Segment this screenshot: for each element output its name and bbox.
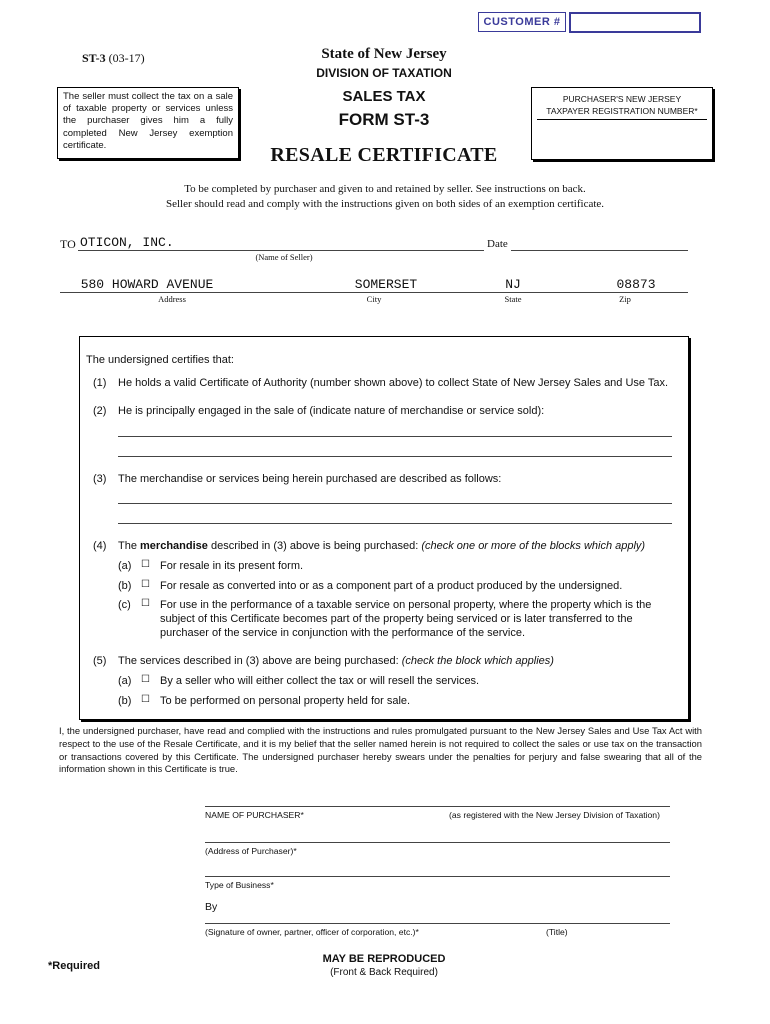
item1-text: He holds a valid Certificate of Authority (number shown above) to collect State of New Jersey Sales and Use Tax.	[118, 377, 669, 389]
date-label: Date	[487, 238, 508, 250]
seller-name-line	[78, 250, 484, 251]
item4b-checkbox[interactable]: ☐	[141, 579, 150, 590]
item5-text	[118, 655, 688, 667]
item2-fill-line1[interactable]	[118, 436, 672, 437]
registered-note: (as registered with the New Jersey Division of Taxation)	[449, 810, 660, 820]
item4c-text-line1: For use in the performance of a taxable service on personal property, where the property which is the	[160, 599, 652, 611]
item5b-letter: (b)	[118, 695, 132, 707]
item2-number: (2)	[93, 405, 107, 417]
item4c-checkbox[interactable]: ☐	[141, 598, 150, 609]
form-revision: (03-17)	[108, 51, 145, 65]
item3-text: The merchandise or services being herein purchased are described as follows:	[118, 473, 502, 485]
item3-number: (3)	[93, 473, 107, 485]
zip-caption: Zip	[619, 294, 631, 304]
seller-address-field[interactable]: 580 HOWARD AVENUE	[80, 277, 214, 292]
purchaser-address-field[interactable]	[205, 842, 670, 843]
item4-text	[118, 540, 688, 552]
item4-text-mid: described in (3) above is being purchased:	[210, 540, 419, 552]
customer-number-field[interactable]	[569, 12, 701, 33]
date-field[interactable]	[511, 250, 688, 251]
item5-text-italic: (check the block which applies)	[401, 655, 554, 667]
item4-number: (4)	[93, 540, 107, 552]
item4c-text-line2: subject of this Certificate becomes part of the property being serviced or is later transferred to the	[160, 613, 633, 625]
item4a-text: For resale in its present form.	[160, 560, 304, 572]
item5b-checkbox[interactable]: ☐	[141, 694, 150, 705]
division-title: DIVISION OF TAXATION	[316, 66, 452, 80]
purchaser-address-label: (Address of Purchaser)*	[205, 846, 297, 856]
city-caption: City	[366, 294, 382, 304]
front-back-required: (Front & Back Required)	[330, 967, 438, 978]
to-label: TO	[60, 237, 76, 251]
may-be-reproduced: MAY BE REPRODUCED	[322, 953, 446, 965]
item5a-letter: (a)	[118, 675, 132, 687]
address-line	[60, 292, 688, 293]
registration-label-line2: TAXPAYER REGISTRATION NUMBER*	[546, 106, 698, 116]
purchaser-name-field[interactable]	[205, 806, 670, 807]
instructions-line1: To be completed by purchaser and given to and retained by seller. See instructions on back.	[184, 183, 586, 195]
item4-text-italic: (check one or more of the blocks which apply)	[421, 540, 646, 552]
item4a-checkbox[interactable]: ☐	[141, 559, 150, 570]
address-caption: Address	[158, 294, 186, 304]
item3-fill-line2[interactable]	[118, 523, 672, 524]
item2-fill-line2[interactable]	[118, 456, 672, 457]
form-code	[82, 51, 145, 66]
item5-number: (5)	[93, 655, 107, 667]
title-label: (Title)	[546, 927, 568, 937]
item3-fill-line1[interactable]	[118, 503, 672, 504]
item4b-text: For resale as converted into or as a component part of a product produced by the undersigned.	[160, 580, 623, 592]
page-title: RESALE CERTIFICATE	[270, 144, 498, 166]
customer-number-label: CUSTOMER #	[478, 12, 566, 32]
form-code-id: ST-3	[82, 51, 106, 65]
item4c-letter: (c)	[118, 599, 131, 611]
item4b-letter: (b)	[118, 580, 132, 592]
signature-label: (Signature of owner, partner, officer of corporation, etc.)*	[205, 927, 419, 937]
item5-text-pre: The services described in (3) above are being purchased:	[118, 655, 399, 667]
instructions-line2: Seller should read and comply with the instructions given on both sides of an exemption certificate.	[165, 198, 605, 210]
item4a-letter: (a)	[118, 560, 132, 572]
item5a-checkbox[interactable]: ☐	[141, 674, 150, 685]
item5a-text: By a seller who will either collect the tax or will resell the services.	[160, 675, 480, 687]
purchaser-name-label: NAME OF PURCHASER*	[205, 810, 304, 820]
item4-text-pre: The	[118, 540, 137, 552]
state-caption: State	[504, 294, 522, 304]
seller-city-field[interactable]: SOMERSET	[354, 277, 418, 292]
item5b-text: To be performed on personal property held for sale.	[160, 695, 411, 707]
by-label: By	[205, 901, 218, 913]
seller-name-field[interactable]: OTICON, INC.	[80, 235, 174, 250]
required-note: *Required	[48, 960, 100, 972]
item1-number: (1)	[93, 377, 107, 389]
business-type-label: Type of Business*	[205, 880, 274, 890]
seller-state-field[interactable]: NJ	[505, 277, 521, 292]
certification-intro: The undersigned certifies that:	[86, 354, 234, 366]
registration-label-underline	[537, 119, 707, 120]
registration-label-line1: PURCHASER'S NEW JERSEY	[562, 94, 682, 104]
sales-tax-heading: SALES TAX	[342, 88, 426, 105]
seller-notice-box: The seller must collect the tax on a sale of taxable property or services unless the purchaser gives him a fully completed New Jersey exemption certificate.	[57, 87, 239, 159]
signature-field[interactable]	[205, 923, 670, 924]
business-type-field[interactable]	[205, 876, 670, 877]
seller-name-caption: (Name of Seller)	[255, 252, 313, 262]
item4c-text-line3: purchaser of the service in conjunction with the performance of the service.	[160, 627, 526, 639]
item2-text: He is principally engaged in the sale of (indicate nature of merchandise or service sold):	[118, 405, 545, 417]
state-title: State of New Jersey	[321, 46, 447, 62]
declaration-paragraph: I, the undersigned purchaser, have read and complied with the instructions and rules promulgated pursuant to the New Jersey Sales and Use Tax Act with respect to the use of the Resale Certificate, and it is my belief that the seller named herein is not required to collect the sales or use tax on the transaction or transactions covered by this Certificate. The undersigned purchaser hereby swears under the penalties for perjury and false swearing that all of the information shown in this Certificate is true.	[59, 725, 702, 775]
seller-zip-field[interactable]: 08873	[616, 277, 656, 292]
form-name-heading: FORM ST-3	[338, 110, 430, 129]
item4-text-bold: merchandise	[140, 540, 208, 552]
